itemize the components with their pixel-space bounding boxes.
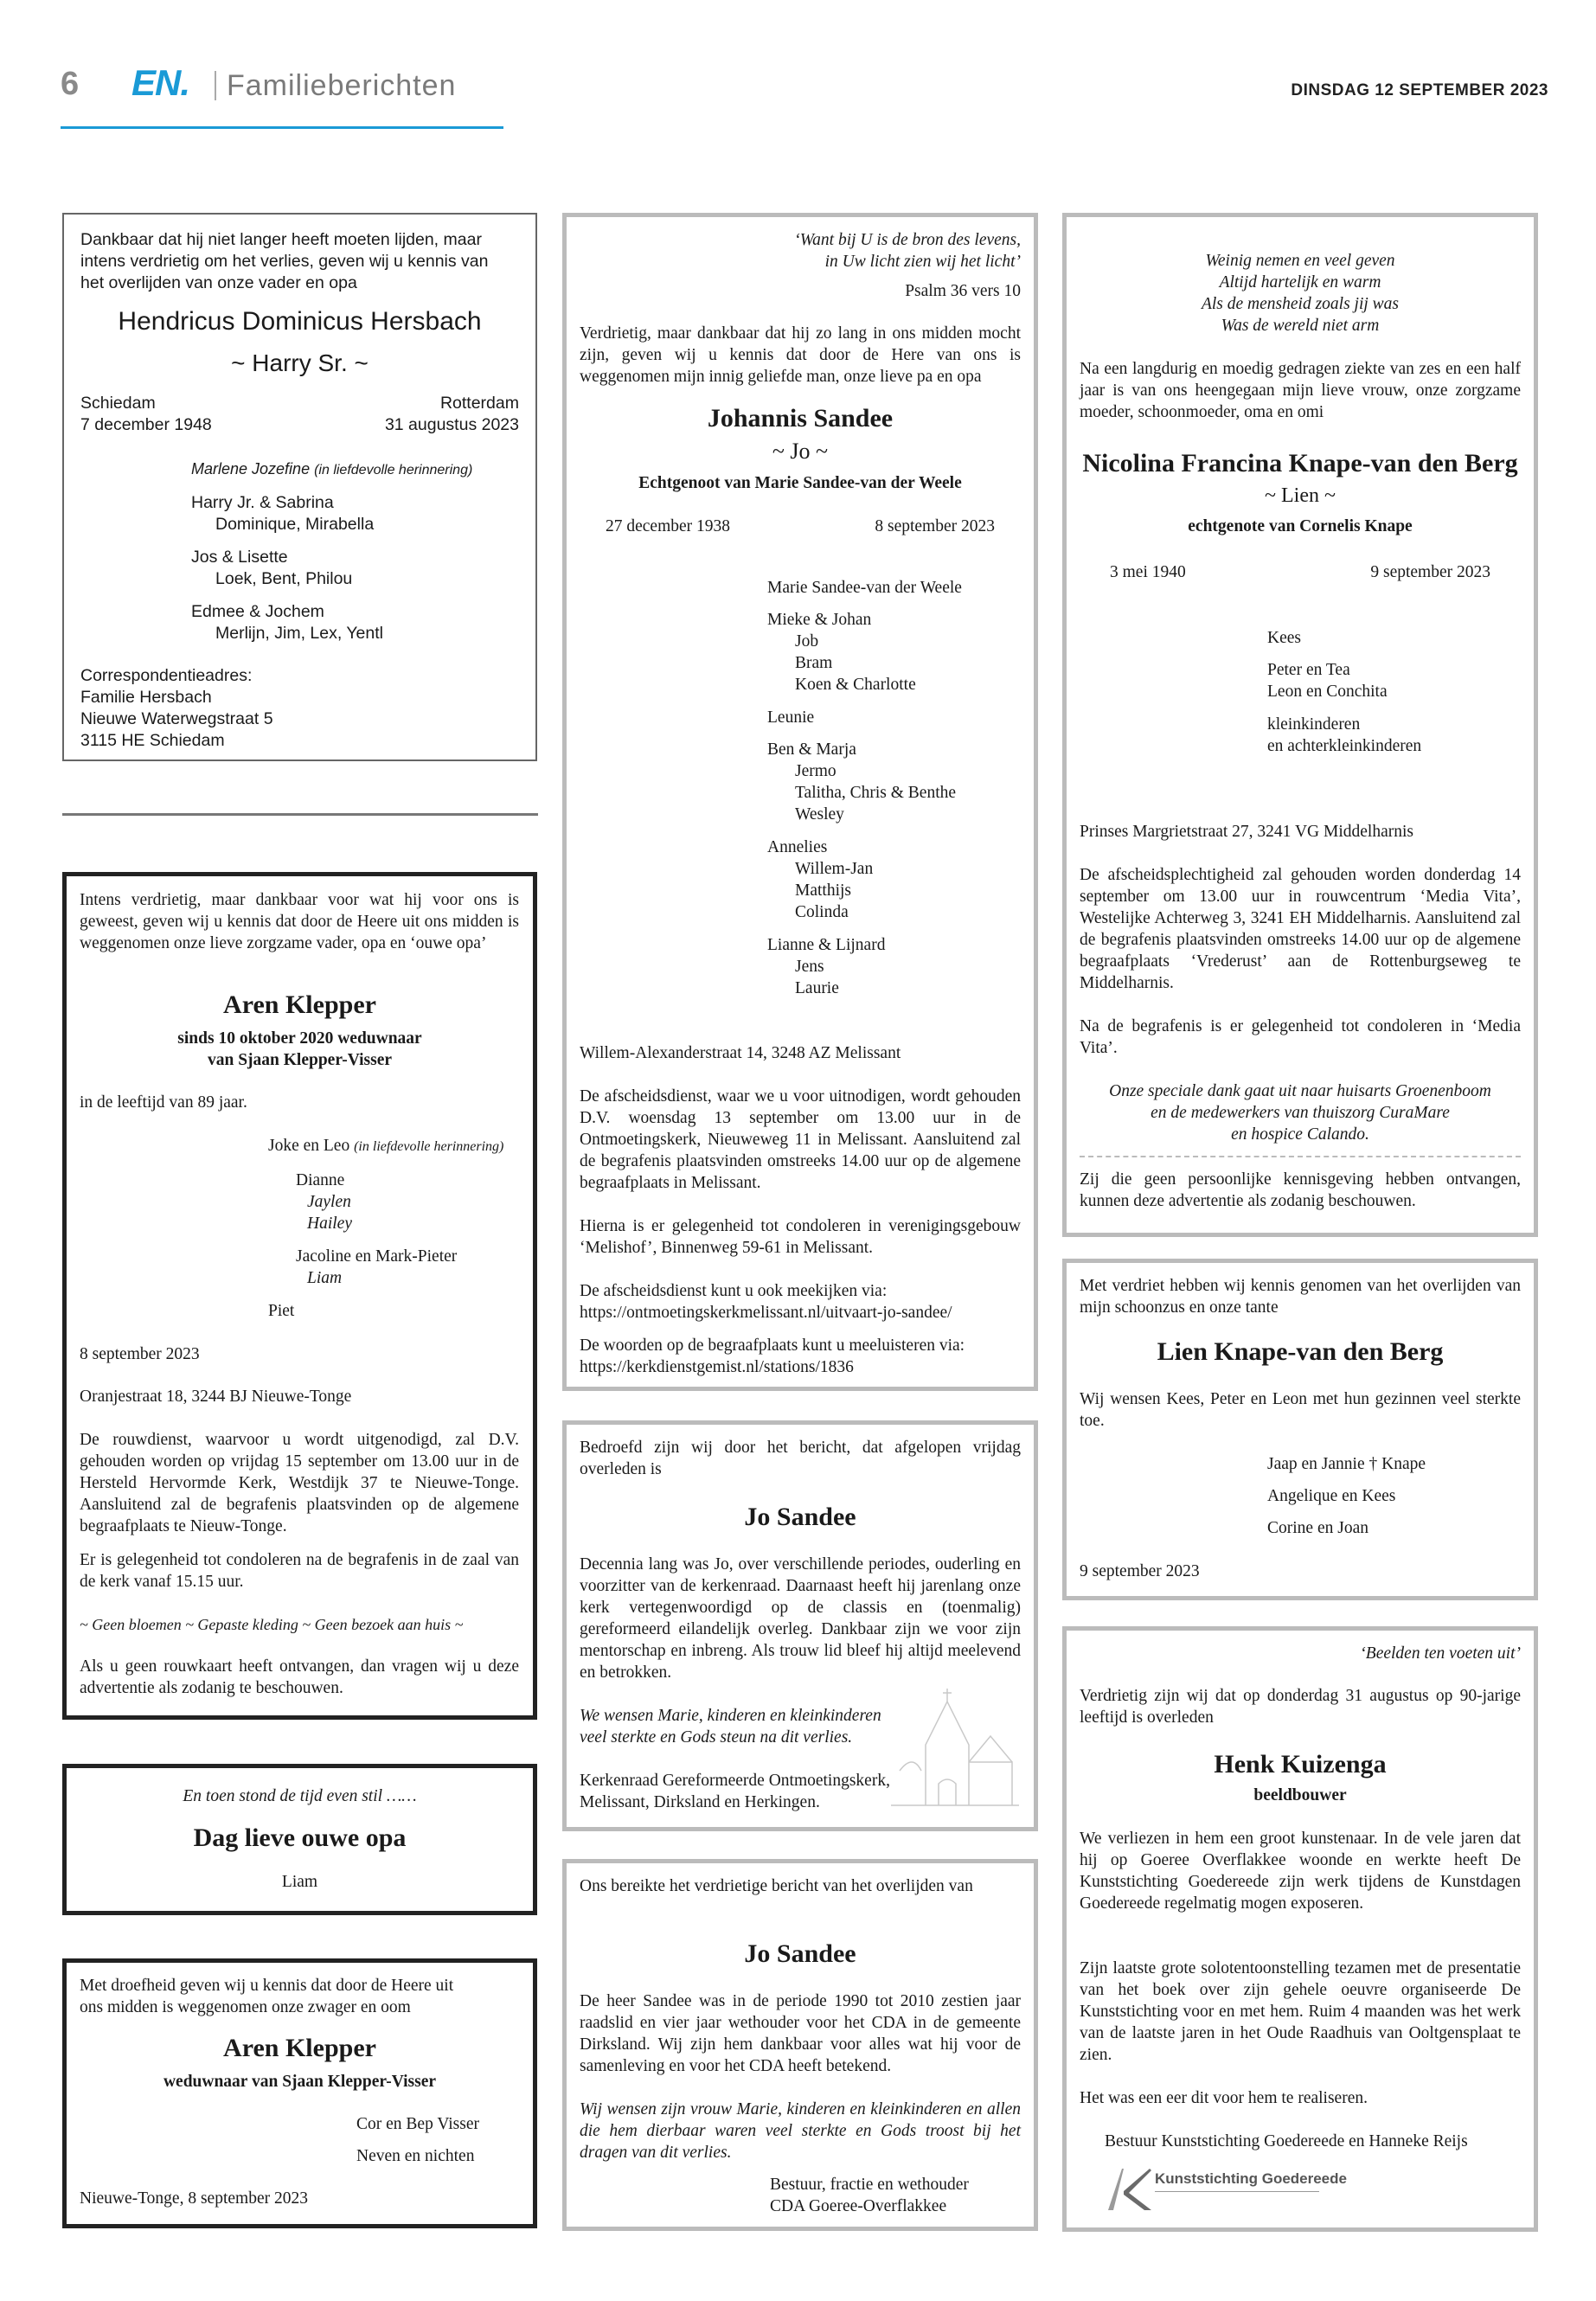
death-date: 8 september 2023 xyxy=(80,1345,200,1363)
partner-line xyxy=(191,458,472,481)
intro-paragraph: Intens verdrietig, maar dankbaar voor wat hij voor ons is geweest, geven wij u kennis dat door de Heere uit ons midden is weggenomen onze lieve zorgzame vader, opa en ‘ouwe opa’ xyxy=(80,891,519,952)
issue-date: DINSDAG 12 SEPTEMBER 2023 xyxy=(1291,81,1548,99)
family-note: (in liefdevolle herinnering) xyxy=(354,1139,504,1154)
spouse-line: Echtgenoot van Marie Sandee-van der Weele xyxy=(638,474,962,492)
wish-paragraph: Wij wensen Kees, Peter en Leon met hun gezinnen veel sterkte toe. xyxy=(1080,1390,1521,1430)
family-member: Jermo xyxy=(795,762,836,780)
subtitle: weduwnaar van Sjaan Klepper-Visser xyxy=(163,2073,437,2091)
family-member: Neven en nichten xyxy=(356,2147,475,2165)
family-member: Piet xyxy=(268,1302,295,1320)
poem-line: Altijd hartelijk en warm xyxy=(1219,273,1381,292)
age-line: in de leeftijd van 89 jaar. xyxy=(80,1093,247,1112)
intro-paragraph: Ons bereikte het verdrietige bericht van het overlijden van xyxy=(580,1877,973,1895)
family-member: Harry Jr. & Sabrina xyxy=(191,493,334,512)
body-paragraph: De heer Sandee was in de periode 1990 tot 2010 zestien jaar raadslid en vier jaar wethouder voor het CDA in de gemeente Dirksland. Wij zijn hem dankbaar voor alles wat hij voor de samenleving en voor het CDA heeft betekend. xyxy=(580,1992,1021,2075)
intro-paragraph: Met verdriet hebben wij kennis genomen van het overlijden van mijn schoonzus en onze tante xyxy=(1080,1277,1521,1317)
condolence-paragraph: Hierna is er gelegenheid tot condoleren in verenigingsgebouw ‘Melishof’, Binnenweg 59-61 in Melissant. xyxy=(580,1217,1021,1257)
poem-line: Als de mensheid zoals jij was xyxy=(1201,295,1400,313)
poem-line: Was de wereld niet arm xyxy=(1221,317,1380,335)
family-member: Liam xyxy=(307,1269,343,1287)
birth-date: 27 december 1938 xyxy=(606,517,731,535)
header-rule xyxy=(61,126,503,129)
family-member: Jaap en Jannie † Knape xyxy=(1267,1455,1426,1473)
quote: En toen stond de tijd even stil …… xyxy=(183,1787,417,1805)
birth-date: 3 mei 1940 xyxy=(1110,563,1186,581)
notes-line: ~ Geen bloemen ~ Gepaste kleding ~ Geen bezoek aan huis ~ xyxy=(80,1616,464,1633)
church-sketch-icon xyxy=(874,1684,1021,1814)
birth-place: Schiedam xyxy=(80,394,156,413)
stream-link[interactable]: https://ontmoetingskerkmelissant.nl/uitvaart-jo-sandee/ xyxy=(580,1304,952,1322)
family-member: Annelies xyxy=(767,838,828,856)
header-divider xyxy=(215,71,216,100)
notice-jo-sandee-cda xyxy=(562,1859,1038,2231)
notice-klepper xyxy=(62,872,537,1720)
deceased-name: Hendricus Dominicus Hersbach xyxy=(118,307,482,336)
closing-paragraph: Als u geen rouwkaart heeft ontvangen, dan vragen wij u deze advertentie als zodanig te beschouwen. xyxy=(80,1657,519,1697)
intro-line: intens verdrietig om het verlies, geven wij u kennis van xyxy=(80,252,489,271)
notice-klepper-zwager xyxy=(62,1958,537,2228)
notice-hersbach xyxy=(62,213,537,761)
poem-line: Weinig nemen en veel geven xyxy=(1205,252,1395,270)
section-title: Familieberichten xyxy=(227,69,457,102)
family-member: Job xyxy=(795,632,819,651)
family-member: Edmee & Jochem xyxy=(191,602,324,621)
quote: ‘Beelden ten voeten uit’ xyxy=(1360,1644,1521,1663)
family-member: Corine en Joan xyxy=(1267,1519,1368,1537)
intro-paragraph: Na een langdurig en moedig gedragen ziekte van zes en een half jaar is van ons heengegaan mijn lieve vrouw, onze zorgzame moeder, schoonmoeder, oma en omi xyxy=(1080,360,1521,421)
correspondence-line: Familie Hersbach xyxy=(80,688,212,707)
spouse-line: echtgenote van Cornelis Knape xyxy=(1188,517,1413,535)
notice-kuizenga xyxy=(1062,1626,1538,2232)
family-member: Jaylen xyxy=(307,1193,351,1211)
address: Prinses Margrietstraat 27, 3241 VG Middelharnis xyxy=(1080,823,1413,841)
service-paragraph: De afscheidsplechtigheid zal gehouden worden donderdag 14 september om 13.00 uur in rouwcentrum ‘Media Vita’, Westelijke Achterweg 3, 3241 EH Middelharnis. Aansluitend zal de begrafenis plaatsvinden omstreeks 14.00 uur op de algemene begraafplaats ‘Vrederust’ aan de Rottenburgseweg te Middelharnis. xyxy=(1080,866,1521,992)
intro-line: Met droefheid geven wij u kennis dat door de Heere uit xyxy=(80,1977,454,1995)
family-member: Ben & Marja xyxy=(767,740,856,759)
body-paragraph: Decennia lang was Jo, over verschillende periodes, ouderling en voorzitter van de kerkenraad. Daarnaast heeft hij jarenlang onze kerk vertegenwoordigd op de classis en (toenmalig) gereformeerd eilandelijk overleg. Dankbaar zijn we voor zijn mentorschap en inbreng. Als trouw lid bleef hij altijd meelevend en betrokken. xyxy=(580,1555,1021,1682)
family-member: Leon en Conchita xyxy=(1267,683,1388,701)
nickname: ~ Harry Sr. ~ xyxy=(231,349,369,376)
quote-line: ‘Want bij U is de bron des levens, xyxy=(794,231,1021,249)
deceased-name: Jo Sandee xyxy=(744,1939,856,1968)
correspondence-label: Correspondentieadres: xyxy=(80,666,253,685)
service-paragraph: De rouwdienst, waarvoor u wordt uitgenodigd, zal D.V. gehouden worden op vrijdag 15 september om 13.00 uur in de Hersteld Hervormde Kerk, Westdijk 37 te Nieuwe-Tonge. Aansluitend zal de begrafenis plaatsvinden op de algemene begraafplaats te Nieuw-Tonge. xyxy=(80,1431,519,1535)
family-member: Loek, Bent, Philou xyxy=(215,569,353,588)
body-paragraph: Zijn laatste grote solotentoonstelling tezamen met de presentatie van het boek over zijn gehele oeuvre organiseerde De Kunststichting voor en met hem. Ruim 4 maanden was het werk van de laatste jaren in het Oude Raadhuis van Ooltgensplaat te zien. xyxy=(1080,1959,1521,2064)
deceased-name: Henk Kuizenga xyxy=(1214,1750,1387,1779)
address: Willem-Alexanderstraat 14, 3248 AZ Melissant xyxy=(580,1044,901,1062)
death-date: 8 september 2023 xyxy=(875,517,995,535)
intro-line: het overlijden van onze vader en opa xyxy=(80,273,357,292)
quote-line: in Uw licht zien wij het licht’ xyxy=(824,253,1021,271)
intro-paragraph: Bedroefd zijn wij door het bericht, dat afgelopen vrijdag overleden is xyxy=(580,1439,1021,1478)
psalm-reference: Psalm 36 vers 10 xyxy=(905,282,1021,300)
family-member: Koen & Charlotte xyxy=(795,676,916,694)
subtitle: sinds 10 oktober 2020 weduwnaar xyxy=(177,1029,422,1048)
deceased-name: Johannis Sandee xyxy=(707,404,894,433)
notice-lien-knape xyxy=(1062,1259,1538,1600)
notice-ouwe-opa xyxy=(62,1764,537,1915)
notice-sandee xyxy=(562,213,1038,1391)
family-member: Dianne xyxy=(296,1171,345,1189)
deceased-name: Lien Knape-van den Berg xyxy=(1157,1337,1444,1366)
family-member: Jos & Lisette xyxy=(191,548,288,567)
from-line: Kerkenraad Gereformeerde Ontmoetingskerk, xyxy=(580,1772,890,1790)
from-line: Liam xyxy=(281,1873,318,1891)
family-member: Joke en Leo xyxy=(268,1137,350,1155)
kunststichting-logo xyxy=(1105,2165,1347,2214)
family-member: Lianne & Lijnard xyxy=(767,936,886,954)
intro-line: Dankbaar dat hij niet langer heeft moeten lijden, maar xyxy=(80,230,482,249)
notice-knape xyxy=(1062,213,1538,1237)
dashed-divider xyxy=(1080,1156,1521,1157)
from-line: Bestuur Kunststichting Goedereede en Hanneke Reijs xyxy=(1105,2132,1468,2150)
audio-link[interactable]: https://kerkdienstgemist.nl/stations/1836 xyxy=(580,1358,854,1376)
correspondence-line: 3115 HE Schiedam xyxy=(80,731,225,750)
audio-label: De woorden op de begraafplaats kunt u meeluisteren via: xyxy=(580,1336,965,1355)
family-member: Peter en Tea xyxy=(1267,661,1350,679)
death-place: Rotterdam xyxy=(439,394,519,413)
condolence-paragraph: Na de begrafenis is er gelegenheid tot condoleren in ‘Media Vita’. xyxy=(1080,1017,1521,1057)
family-member: Talitha, Chris & Benthe xyxy=(795,784,957,802)
birth-date: 7 december 1948 xyxy=(80,415,212,434)
family-member: Matthijs xyxy=(795,881,852,900)
body-line: Het was een eer dit voor hem te realiseren. xyxy=(1080,2089,1368,2107)
intro-paragraph: Verdrietig, maar dankbaar dat hij zo lang in ons midden mocht zijn, geven wij u kennis dat door de Here van ons is weggenomen mijn innig geliefde man, onze lieve pa en opa xyxy=(580,324,1021,386)
wish-line: We wensen Marie, kinderen en kleinkinderen xyxy=(580,1707,881,1725)
intro-paragraph: Verdrietig zijn wij dat op donderdag 31 augustus op 90-jarige leeftijd is overleden xyxy=(1080,1687,1521,1727)
family-member: Jens xyxy=(795,958,824,976)
family-member: Angelique en Kees xyxy=(1267,1487,1396,1505)
subtitle: van Sjaan Klepper-Visser xyxy=(207,1051,393,1069)
stream-label: De afscheidsdienst kunt u ook meekijken via: xyxy=(580,1282,888,1300)
family-member: Marie Sandee-van der Weele xyxy=(767,579,962,597)
nickname: ~ Lien ~ xyxy=(1265,484,1336,507)
title: Dag lieve ouwe opa xyxy=(193,1823,407,1852)
thanks-line: Onze speciale dank gaat uit naar huisarts Groenenboom xyxy=(1109,1082,1491,1100)
role: beeldbouwer xyxy=(1253,1786,1347,1804)
page-header xyxy=(61,62,1548,131)
correspondence-line: Nieuwe Waterwegstraat 5 xyxy=(80,709,273,728)
from-line: Bestuur, fractie en wethouder xyxy=(770,2176,969,2194)
place-date: Nieuwe-Tonge, 8 september 2023 xyxy=(80,2189,308,2208)
family-member: Mieke & Johan xyxy=(767,611,872,629)
nickname: ~ Jo ~ xyxy=(772,439,829,464)
newspaper-logo[interactable]: EN. xyxy=(131,62,190,103)
family-member: Bram xyxy=(795,654,833,672)
partner-note: (in liefdevolle herinnering) xyxy=(314,463,473,478)
closing-paragraph: Zij die geen persoonlijke kennisgeving hebben ontvangen, kunnen deze advertentie als zodanig beschouwen. xyxy=(1080,1170,1521,1210)
notice-date: 9 september 2023 xyxy=(1080,1562,1200,1580)
family-member: Kees xyxy=(1267,629,1301,647)
family-member: Leunie xyxy=(767,708,815,727)
kunststichting-logo-icon xyxy=(1105,2165,1153,2214)
family-member: Dominique, Mirabella xyxy=(215,515,375,534)
service-paragraph: De afscheidsdienst, waar we u voor uitnodigen, wordt gehouden D.V. woensdag 13 september om 13.00 uur in de Ontmoetingskerk, Nieuweweg 11 in Melissant. Aansluitend zal de begrafenis plaatsvinden omstreeks 14.00 uur op de algemene begraafplaats in Melissant. xyxy=(580,1087,1021,1192)
from-line: Melissant, Dirksland en Herkingen. xyxy=(580,1793,820,1811)
family-member: Colinda xyxy=(795,903,849,921)
deceased-name: Nicolina Francina Knape-van den Berg xyxy=(1082,449,1518,478)
family-member: Merlijn, Jim, Lex, Yentl xyxy=(215,624,384,643)
family-member: Jacoline en Mark-Pieter xyxy=(296,1247,458,1266)
family-member: Wesley xyxy=(795,805,844,824)
column-divider xyxy=(62,813,538,816)
intro-line: ons midden is weggenomen onze zwager en oom xyxy=(80,1998,411,2016)
page-number: 6 xyxy=(61,66,80,102)
death-date: 31 augustus 2023 xyxy=(384,415,519,434)
from-line: CDA Goeree-Overflakkee xyxy=(770,2197,947,2215)
address: Oranjestraat 18, 3244 BJ Nieuwe-Tonge xyxy=(80,1388,352,1406)
thanks-line: en de medewerkers van thuiszorg CuraMare xyxy=(1151,1104,1450,1122)
family-member: en achterkleinkinderen xyxy=(1267,737,1422,755)
logo-text: Kunststichting Goedereede xyxy=(1155,2170,1347,2187)
family-member: kleinkinderen xyxy=(1267,715,1361,734)
wish-paragraph: Wij wensen zijn vrouw Marie, kinderen en kleinkinderen en allen die hem dierbaar waren veel sterkte en Gods troost bij het dragen van dit verlies. xyxy=(580,2100,1021,2162)
deceased-name: Aren Klepper xyxy=(223,990,376,1019)
family-line xyxy=(268,1135,503,1157)
family-member: Laurie xyxy=(795,979,839,997)
family-member: Willem-Jan xyxy=(795,860,874,878)
logo-underline xyxy=(1155,2191,1319,2192)
body-paragraph: We verliezen in hem een groot kunstenaar. In de vele jaren dat hij op Goeree Overflakkee woonde en werkte heeft De Kunststichting Goedereede zijn werk tijdens de Kunstdagen Goedereede regelmatig mogen exposeren. xyxy=(1080,1830,1521,1913)
condolence-paragraph: Er is gelegenheid tot condoleren na de begrafenis in de zaal van de kerk vanaf 15.15 uur. xyxy=(80,1551,519,1591)
death-date: 9 september 2023 xyxy=(1370,563,1490,581)
wish-line: veel sterkte en Gods steun na dit verlies. xyxy=(580,1728,853,1747)
deceased-name: Jo Sandee xyxy=(744,1503,856,1531)
deceased-name: Aren Klepper xyxy=(223,2034,376,2062)
notice-jo-sandee-kerk xyxy=(562,1420,1038,1831)
family-member: Hailey xyxy=(307,1215,352,1233)
partner-name: Marlene Jozefine xyxy=(191,460,311,478)
thanks-line: en hospice Calando. xyxy=(1231,1125,1369,1144)
family-member: Cor en Bep Visser xyxy=(356,2115,479,2133)
